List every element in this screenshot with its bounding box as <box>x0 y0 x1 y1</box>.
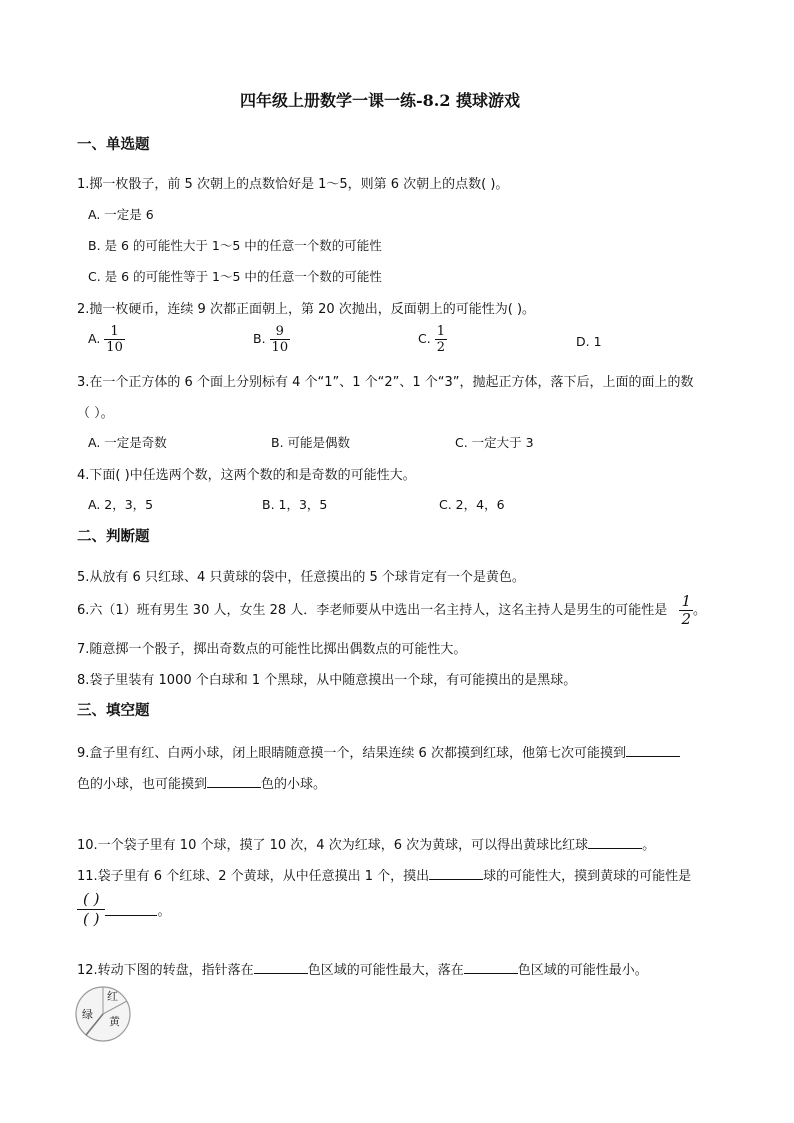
question-12-text-3: 色区域的可能性最小。 <box>517 963 648 978</box>
question-10-text-2: 。 <box>642 838 656 853</box>
answer-blank[interactable] <box>207 775 261 788</box>
question-1-option-b: B. 是 6 的可能性大于 1～5 中的任意一个数的可能性 <box>88 238 382 253</box>
fraction-numerator: 9 <box>275 324 284 339</box>
fraction-blank[interactable] <box>77 892 105 927</box>
option-prefix: B. <box>253 331 266 346</box>
question-11-text-1: 11.袋子里有 6 个红球、2 个黄球，从中任意摸出 1 个，摸出 <box>77 869 430 884</box>
fraction <box>270 325 291 354</box>
answer-blank[interactable] <box>254 961 308 974</box>
fraction-numerator: ( ) <box>83 890 100 908</box>
question-10 <box>77 834 655 853</box>
question-12 <box>77 959 648 978</box>
fraction <box>679 594 693 627</box>
fraction-denominator: ( ) <box>77 909 105 927</box>
question-6-stem: 6.六（1）班有男生 30 人，女生 28 人．李老师要从中选出一名主持人，这名主持人是男生的可能性是 <box>77 603 668 618</box>
answer-blank[interactable] <box>588 836 642 849</box>
section-heading-single-choice: 一、单选题 <box>77 137 150 153</box>
question-2-option-b <box>253 325 290 354</box>
question-3-option-b: B. 可能是偶数 <box>271 435 351 450</box>
page-title: 四年级上册数学一课一练-8.2 摸球游戏 <box>240 91 521 110</box>
question-3-option-c: C. 一定大于 3 <box>455 435 534 450</box>
question-4-option-a: A. 2，3，5 <box>88 497 154 512</box>
answer-blank[interactable] <box>626 744 680 757</box>
spinner-figure <box>74 985 134 1043</box>
section-heading-fill-blank: 三、填空题 <box>77 703 150 719</box>
question-2-stem: 2.抛一枚硬币，连续 9 次都正面朝上，第 20 次抛出，反面朝上的可能性为( )。 <box>77 302 536 317</box>
fraction-denominator: 10 <box>106 340 123 355</box>
question-9-line-2 <box>77 773 326 792</box>
question-9-text-2: 色的小球，也可能摸到 <box>77 777 208 792</box>
fraction-denominator: 2 <box>436 340 445 355</box>
question-9-text-1: 9.盒子里有红、白两小球，闭上眼睛随意摸一个，结果连续 6 次都摸到红球，他第七次可能摸到 <box>77 746 626 761</box>
option-prefix: A. <box>88 331 101 346</box>
question-11-line-1 <box>77 865 691 884</box>
answer-blank[interactable] <box>464 961 518 974</box>
option-prefix: C. <box>418 331 431 346</box>
question-6-end: 。 <box>692 603 706 618</box>
fraction-numerator: 1 <box>110 324 119 339</box>
fraction-denominator: 2 <box>681 610 691 628</box>
question-11-line-2 <box>77 892 171 927</box>
spinner-graphic <box>74 985 134 1043</box>
question-4-option-c: C. 2，4，6 <box>439 497 505 512</box>
spinner-label-green: 绿 <box>82 1008 93 1021</box>
question-3-stem-continued: （ ）。 <box>77 406 114 421</box>
question-3-stem: 3.在一个正方体的 6 个面上分别标有 4 个“1”、1 个“2”、1 个“3”，抛起正方体，落下后，上面的面上的数 <box>77 375 694 390</box>
question-7: 7.随意掷一个骰子，掷出奇数点的可能性比掷出偶数点的可能性大。 <box>77 642 467 657</box>
fraction <box>104 325 125 354</box>
question-9-line-1 <box>77 742 680 761</box>
answer-blank[interactable] <box>105 903 157 916</box>
question-5: 5.从放有 6 只红球、4 只黄球的袋中，任意摸出的 5 个球肯定有一个是黄色。 <box>77 570 525 585</box>
question-10-text-1: 10.一个袋子里有 10 个球，摸了 10 次，4 次为红球，6 次为黄球，可以得出黄球比红球 <box>77 838 589 853</box>
question-3-option-a: A. 一定是奇数 <box>88 435 167 450</box>
answer-blank[interactable] <box>429 867 483 880</box>
question-4-stem: 4.下面( )中任选两个数，这两个数的和是奇数的可能性大。 <box>77 468 416 483</box>
question-12-text-1: 12.转动下图的转盘，指针落在 <box>77 963 254 978</box>
question-1-option-a: A. 一定是 6 <box>88 207 154 222</box>
question-4-option-b: B. 1，3，5 <box>262 497 328 512</box>
fraction-numerator: 1 <box>681 592 691 610</box>
question-2-option-c <box>418 325 447 354</box>
question-12-text-2: 色区域的可能性最大，落在 <box>307 963 464 978</box>
spinner-label-red: 红 <box>107 990 118 1003</box>
question-1-option-c: C. 是 6 的可能性等于 1～5 中的任意一个数的可能性 <box>88 269 382 284</box>
question-8: 8.袋子里装有 1000 个白球和 1 个黑球，从中随意摸出一个球，有可能摸出的是黑球。 <box>77 673 577 688</box>
fraction-denominator: 10 <box>271 340 289 355</box>
fraction-numerator: 1 <box>436 324 445 339</box>
spinner-label-yellow: 黄 <box>109 1015 120 1028</box>
question-2-option-a <box>88 325 125 354</box>
question-1-stem: 1.掷一枚骰子，前 5 次朝上的点数恰好是 1～5，则第 6 次朝上的点数( )。 <box>77 177 509 192</box>
section-heading-true-false: 二、判断题 <box>77 529 150 545</box>
question-9-text-3: 色的小球。 <box>261 777 327 792</box>
question-11-text-2: 球的可能性大，摸到黄球的可能性是 <box>483 869 692 884</box>
question-11-end: 。 <box>157 904 171 919</box>
fraction <box>435 325 447 354</box>
question-2-option-d: D. 1 <box>576 334 602 349</box>
question-6 <box>77 594 706 627</box>
